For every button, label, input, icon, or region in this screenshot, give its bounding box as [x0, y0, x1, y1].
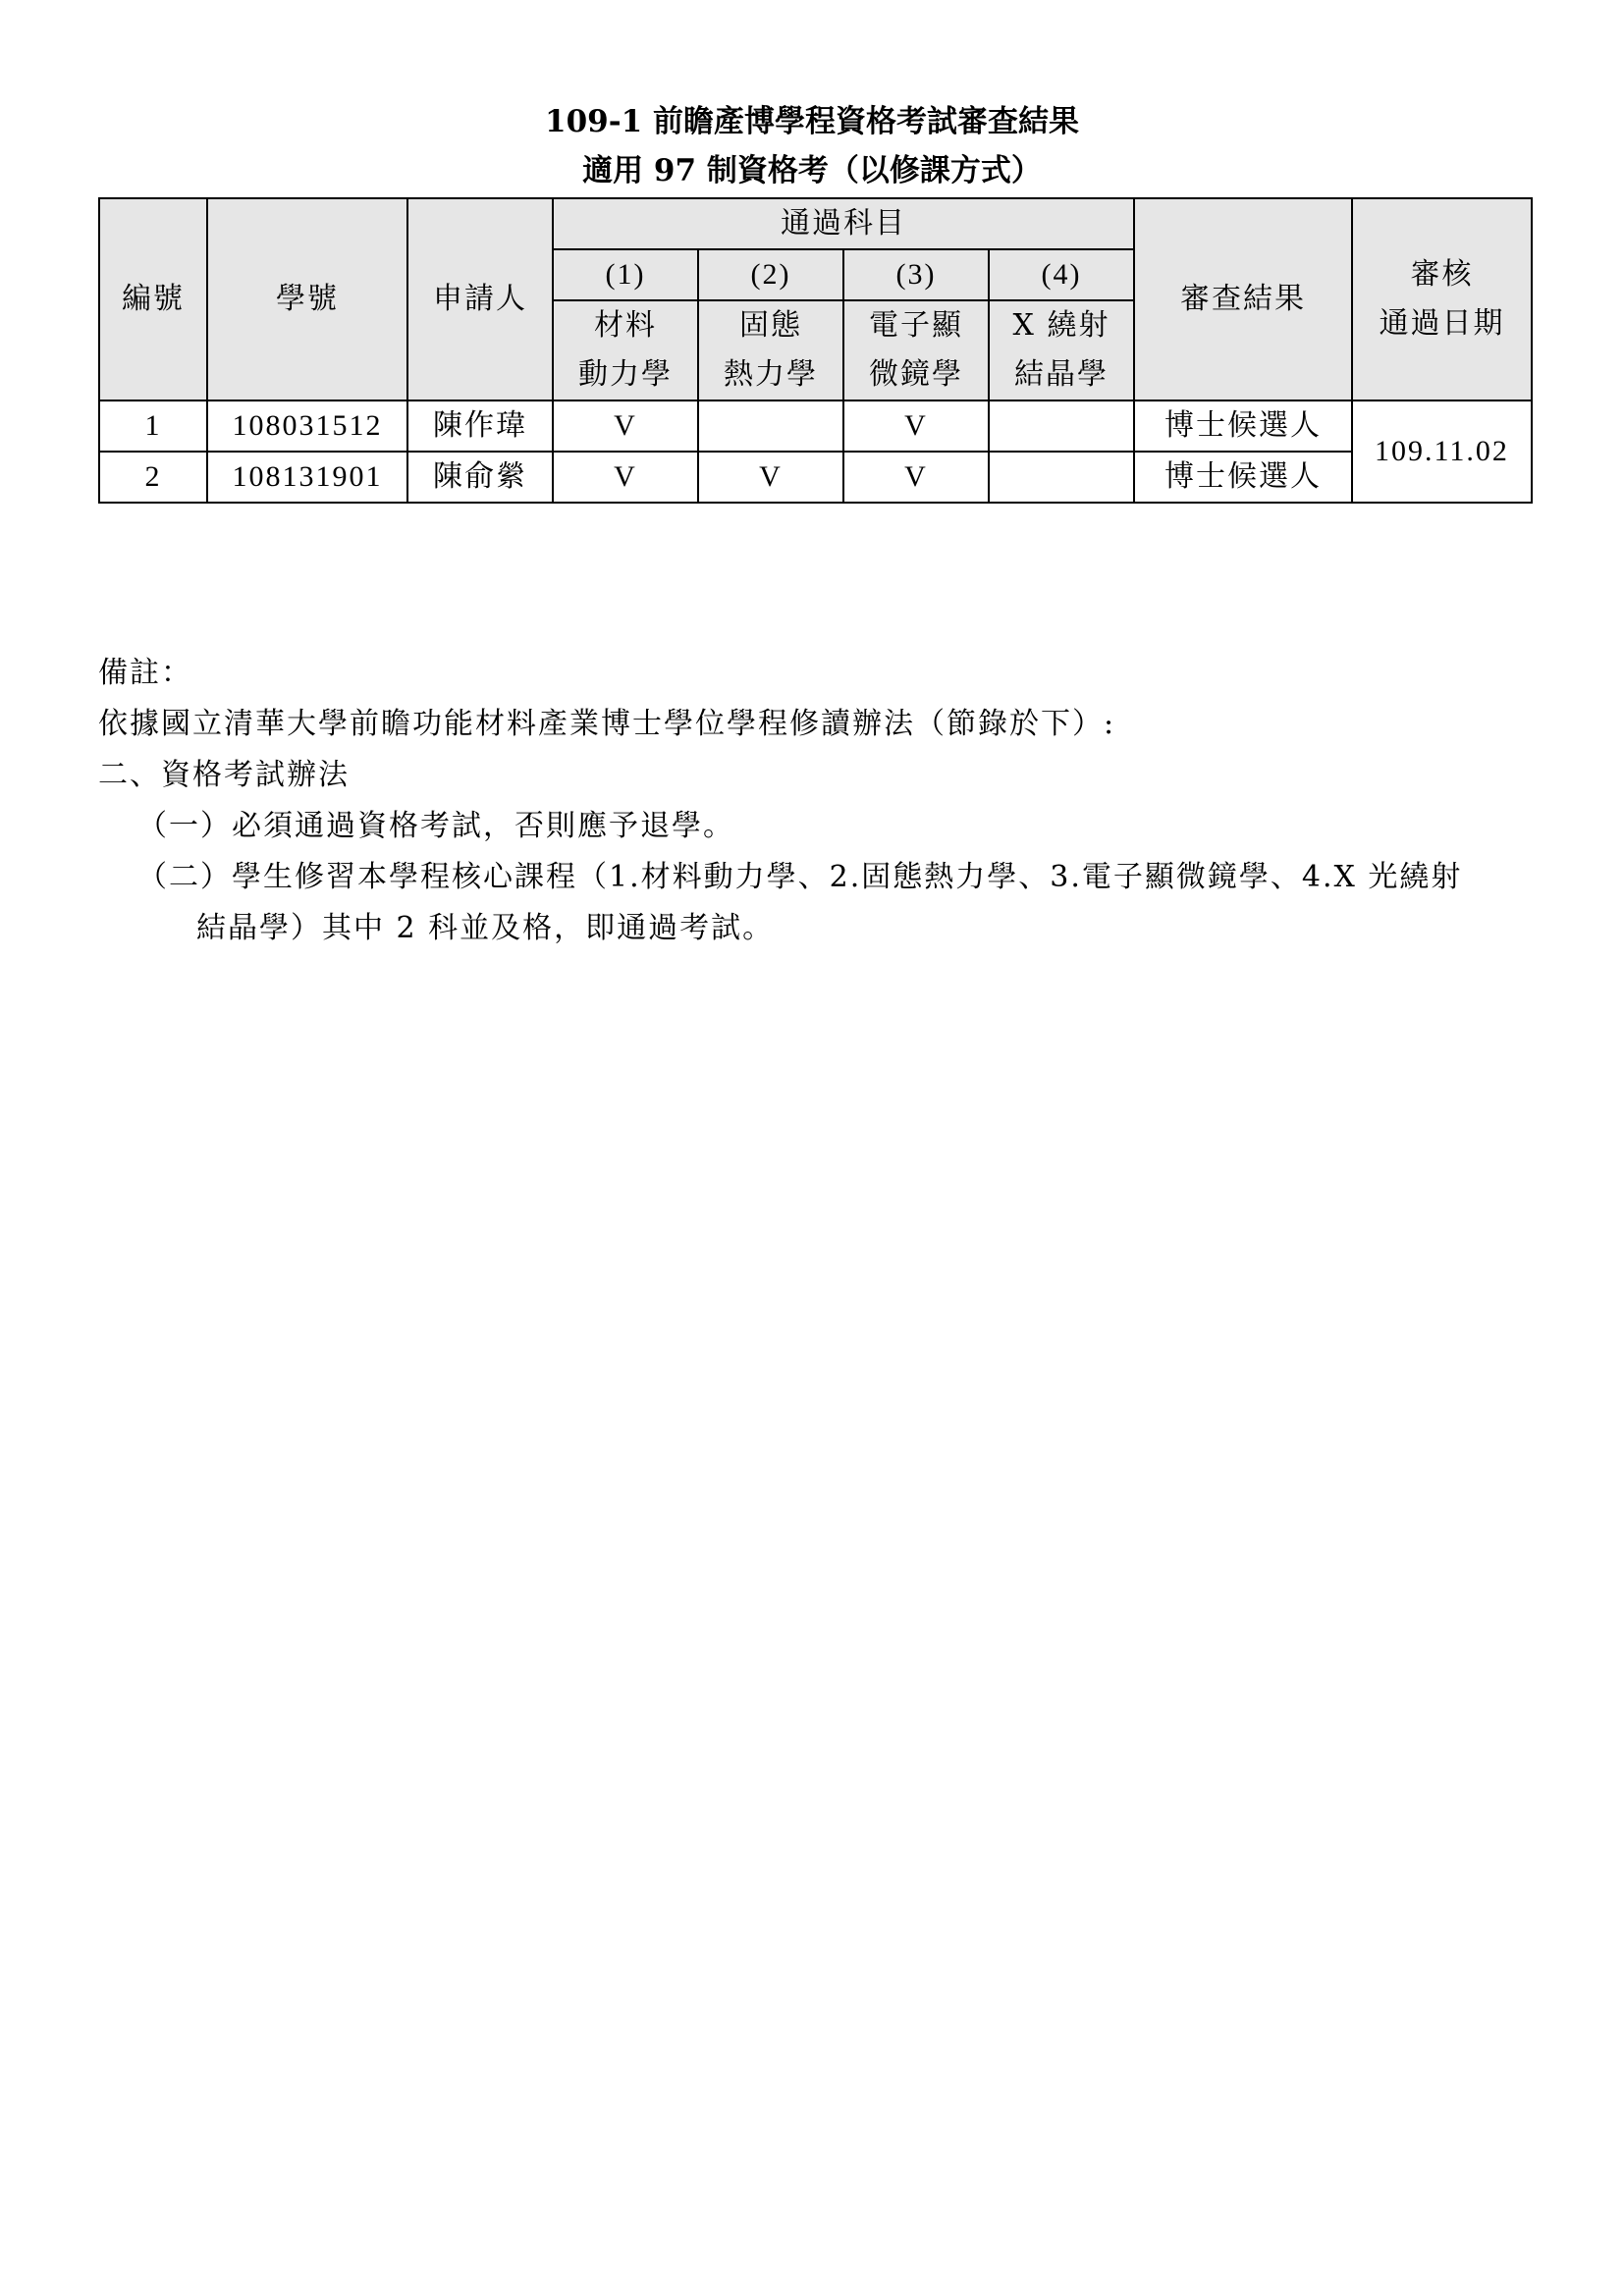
- applicant-name-cell: 陳俞縈: [407, 452, 553, 503]
- subject-name-line2: 微鏡學: [869, 357, 963, 392]
- notes-regulation-line: 依據國立清華大學前瞻功能材料產業博士學位學程修讀辦法（節錄於下）:: [98, 707, 1116, 741]
- subject-3-mark: V: [843, 452, 989, 503]
- header-result: 審查結果: [1134, 198, 1352, 400]
- subject-name: [698, 300, 843, 400]
- header-applicant: 申請人: [407, 198, 553, 400]
- notes-item-2-continued: 結晶學）其中 2 科並及格，即通過考試。: [196, 911, 775, 945]
- subject-2-mark: [698, 400, 843, 452]
- subject-name-line1: X 繞射: [1012, 308, 1110, 343]
- header-approval-date-line2: 通過日期: [1379, 306, 1505, 341]
- document-subtitle: 適用 97 制資格考（以修課方式）: [582, 153, 1042, 188]
- header-no: 編號: [99, 198, 207, 400]
- subject-number: (2): [698, 249, 843, 300]
- subject-3-mark: V: [843, 400, 989, 452]
- subject-name-line2: 結晶學: [1014, 357, 1109, 392]
- student-id-cell: 108131901: [207, 452, 407, 503]
- subject-name: [989, 300, 1134, 400]
- header-passed-subjects: 通過科目: [553, 198, 1134, 249]
- results-table: [98, 197, 1533, 504]
- row-number: 2: [99, 452, 207, 503]
- notes-section-heading: 二、資格考試辦法: [98, 758, 350, 792]
- notes-item-1: （一）必須通過資格考試，否則應予退學。: [137, 809, 734, 843]
- notes-section: [98, 648, 1532, 954]
- notes-label: 備註：: [98, 656, 192, 690]
- subject-4-mark: [989, 400, 1134, 452]
- header-approval-date-line1: 審核: [1410, 257, 1474, 292]
- result-cell: 博士候選人: [1134, 452, 1352, 503]
- subject-name-line1: 固態: [739, 308, 802, 343]
- subject-name: [843, 300, 989, 400]
- subject-name-line1: 材料: [594, 308, 657, 343]
- table-row: [99, 452, 1532, 503]
- approval-date-cell: 109.11.02: [1352, 400, 1532, 503]
- subject-1-mark: V: [553, 400, 698, 452]
- subject-name-line2: 熱力學: [724, 357, 818, 392]
- subject-number: (4): [989, 249, 1134, 300]
- subject-1-mark: V: [553, 452, 698, 503]
- document-title: 109-1 前瞻產博學程資格考試審查結果: [545, 104, 1079, 139]
- subject-name-line1: 電子顯: [869, 308, 963, 343]
- subject-2-mark: V: [698, 452, 843, 503]
- header-student-id: 學號: [207, 198, 407, 400]
- subject-name: [553, 300, 698, 400]
- result-cell: 博士候選人: [1134, 400, 1352, 452]
- row-number: 1: [99, 400, 207, 452]
- applicant-name-cell: 陳作瑋: [407, 400, 553, 452]
- subject-name-line2: 動力學: [578, 357, 673, 392]
- subject-number: (1): [553, 249, 698, 300]
- student-id-cell: 108031512: [207, 400, 407, 452]
- header-approval-date: [1352, 198, 1532, 400]
- subject-4-mark: [989, 452, 1134, 503]
- table-row: [99, 400, 1532, 452]
- notes-item-2: （二）學生修習本學程核心課程（1.材料動力學、2.固態熱力學、3.電子顯微鏡學、4.X 光繞射: [137, 860, 1463, 894]
- subject-number: (3): [843, 249, 989, 300]
